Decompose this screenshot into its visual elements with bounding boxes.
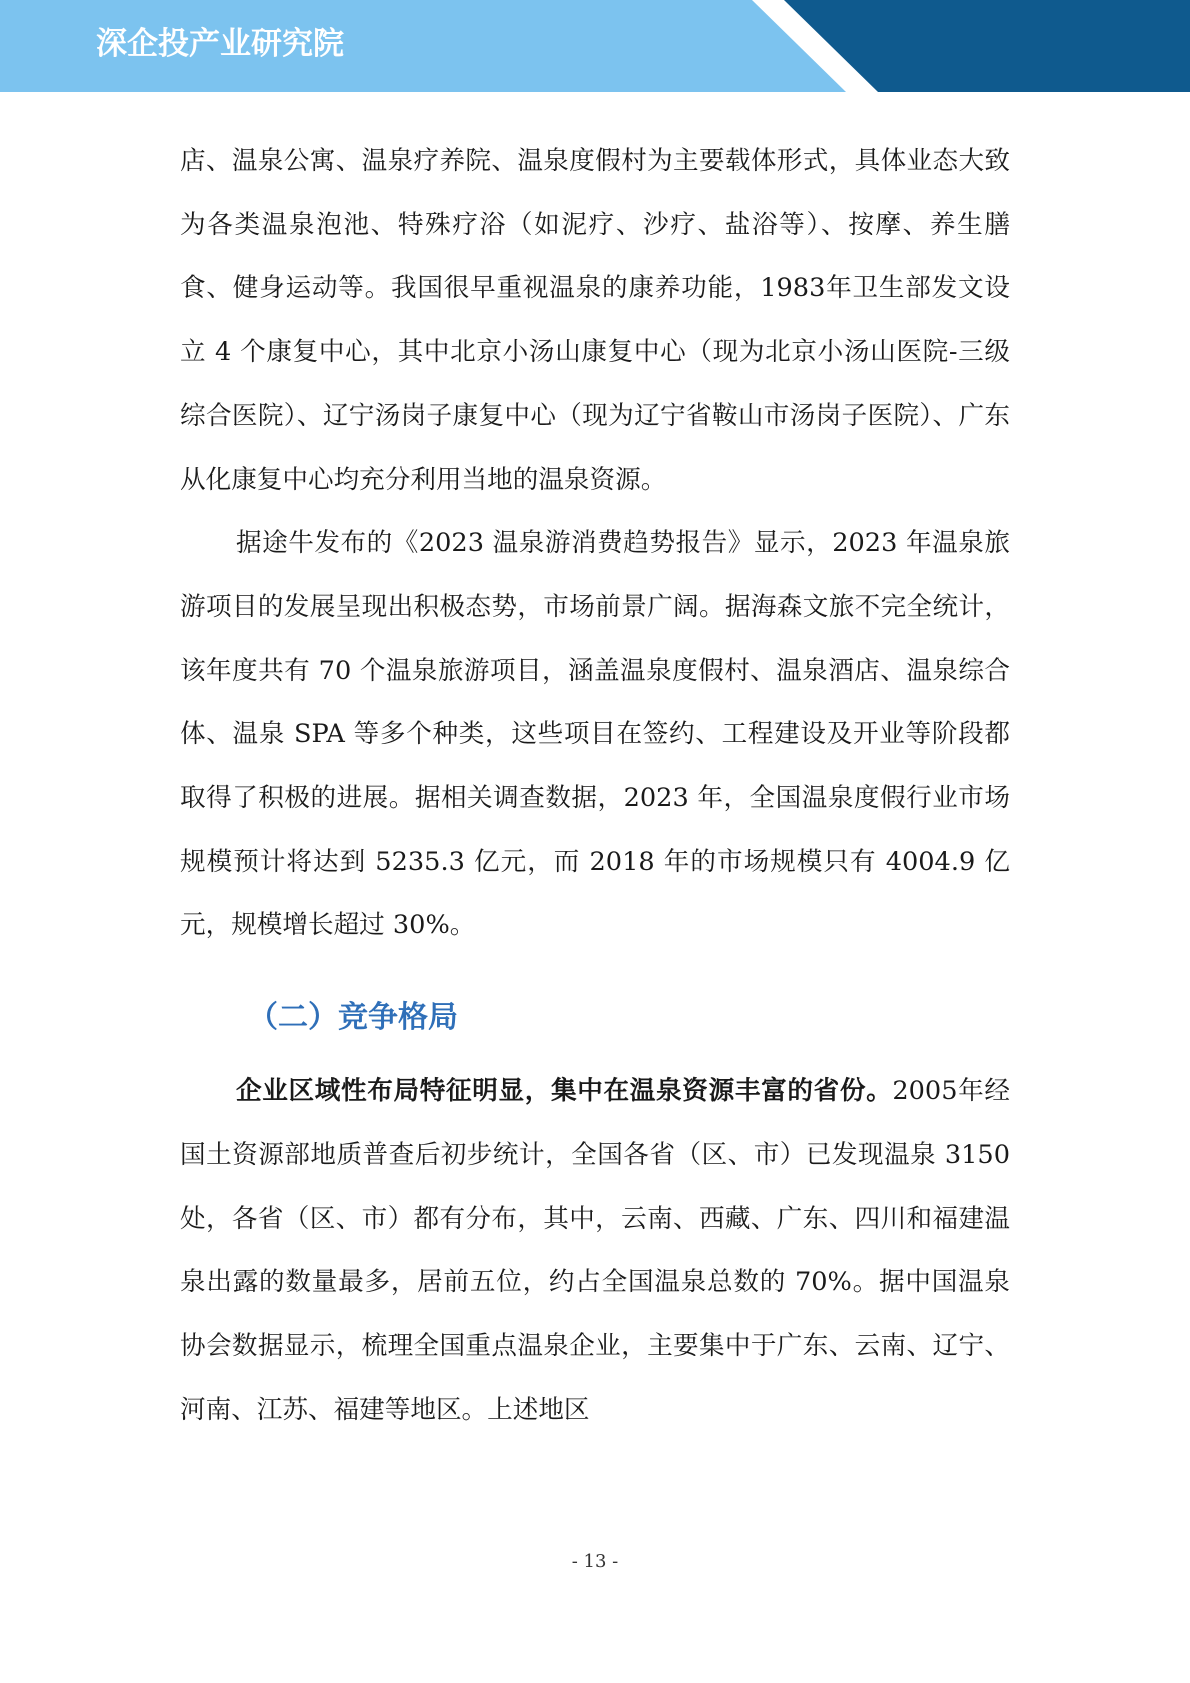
body-paragraph-3 [180, 1060, 1010, 1442]
header-dark-band [784, 0, 1190, 92]
body-paragraph-1: 店、温泉公寓、温泉疗养院、温泉度假村为主要载体形式，具体业态大致为各类温泉泡池、特殊疗浴（如泥疗、沙疗、盐浴等）、按摩、养生膳食、健身运动等。我国很早重视温泉的康养功能，1983年卫生部发文设立 4 个康复中心，其中北京小汤山康复中心（现为北京小汤山医院-三级综合医院）、辽宁汤岗子康复中心（现为辽宁省鞍山市汤岗子医院）、广东从化康复中心均充分利用当地的温泉资源。 [180, 146, 1010, 495]
header-title: 深企投产业研究院 [96, 26, 344, 62]
page-number: - 13 - [571, 1551, 619, 1572]
body-paragraph-2: 据途牛发布的《2023 温泉游消费趋势报告》显示，2023 年温泉旅游项目的发展呈现出积极态势，市场前景广阔。据海森文旅不完全统计，该年度共有 70 个温泉旅游项目，涵盖温泉度假村、温泉酒店、温泉综合体、温泉 SPA 等多个种类，这些项目在签约、工程建设及开业等阶段都取得了积极的进展。据相关调查数据，2023 年，全国温泉度假行业市场规模预计将达到 5235.3 亿元，而 2018 年的市场规模只有 4004.9 亿元，规模增长超过 30%。 [180, 528, 1010, 941]
header-banner [0, 0, 1190, 92]
paragraph-lead-bold: 企业区域性布局特征明显，集中在温泉资源丰富的省份。 [236, 1076, 893, 1107]
section-heading: （二）竞争格局 [248, 1000, 458, 1036]
paragraph-3-text: 2005年经国土资源部地质普查后初步统计，全国各省（区、市）已发现温泉 3150 处，各省（区、市）都有分布，其中，云南、西藏、广东、四川和福建温泉出露的数量最多，居前五位，约占全国温泉总数的 70%。据中国温泉协会数据显示，梳理全国重点温泉企业，主要集中于广东、云南、辽宁、河南、江苏、福建等地区。上述地区 [180, 1076, 1010, 1425]
page-content [180, 130, 1010, 1442]
